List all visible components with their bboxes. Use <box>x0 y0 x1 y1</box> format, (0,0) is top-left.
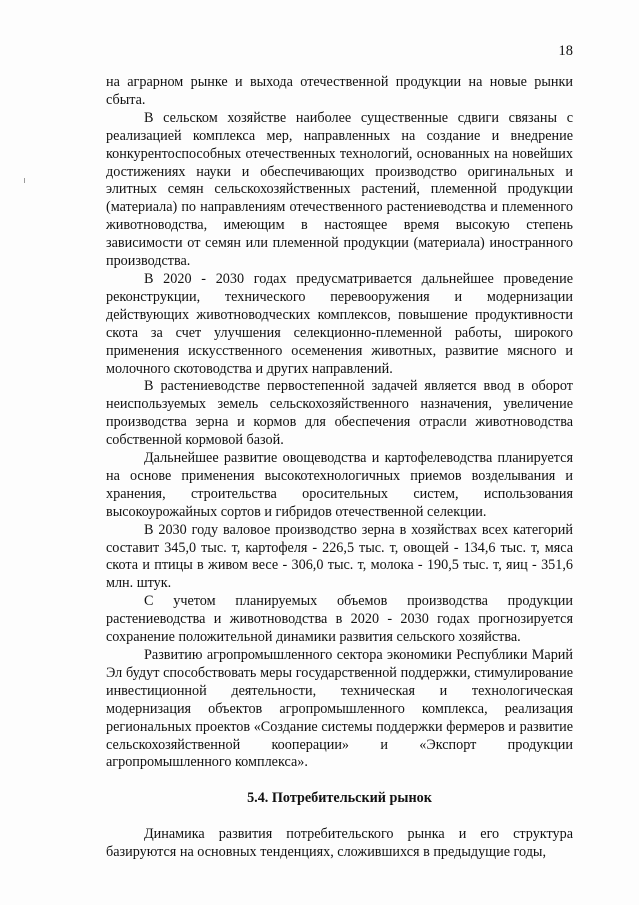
paragraph-livestock-modernization: В 2020 - 2030 годах предусматривается дальнейшее проведение реконструкции, технического перевооружения и модернизации действующих животноводческих комплексов, повышение продуктивности скота за счет улучшения селекционно-племенной работы, широкого применения искусственного осеменения животных, развитие мясного и молочного скотоводства и других направлений. <box>106 270 573 377</box>
paragraph-production-forecast-2030: В 2030 году валовое производство зерна в хозяйствах всех категорий составит 345,0 тыс. т, картофеля - 226,5 тыс. т, овощей - 134,6 тыс. т, мяса скота и птицы в живом весе - 306,0 тыс. т, молока - 190,5 тыс. т, яиц - 351,6 млн. штук. <box>106 521 573 592</box>
body-text <box>106 74 573 862</box>
paragraph-continuation: на аграрном рынке и выхода отечественной продукции на новые рынки сбыта. <box>106 74 573 108</box>
paragraph-vegetables-potatoes: Дальнейшее развитие овощеводства и картофелеводства планируется на основе применения высокотехнологичных приемов возделывания и хранения, строительства оросительных систем, использования высокоурожайных сортов и гибридов отечественной селекции. <box>106 450 573 520</box>
scan-artifact-mark <box>24 178 25 183</box>
paragraph-positive-dynamics: С учетом планируемых объемов производства продукции растениеводства и животноводства в 2020 - 2030 годах прогнозируется сохранение положительной динамики развития сельского хозяйства. <box>106 593 573 646</box>
paragraph-agriculture-shifts: В сельском хозяйстве наиболее существенные сдвиги связаны с реализацией комплекса мер, направленных на создание и внедрение конкурентоспособных отечественных технологий, основанных на новейших достижениях науки и обеспечивающих производство оригинальных и элитных семян сельскохозяйственных растений, племенной продукции (материала) по направлениям отечественного растениеводства и племенного животноводства, имеющим в настоящее время высокую степень зависимости от семян или племенной продукции (материала) иностранного производства. <box>106 109 573 270</box>
paragraph-crop-production: В растениеводстве первостепенной задачей является ввод в оборот неиспользуемых земель сельскохозяйственного назначения, увеличение производства зерна и кормов для обеспечения отрасли животноводства собственной кормовой базой. <box>106 378 573 449</box>
paragraph-state-support: Развитию агропромышленного сектора экономики Республики Марий Эл будут способствовать меры государственной поддержки, стимулирование инвестиционной деятельности, техническая и технологическая модернизация объектов агропромышленного комплекса, реализация региональных проектов «Создание системы поддержки фермеров и развитие сельскохозяйственной кооперации» и «Экспорт продукции агропромышленного комплекса». <box>106 647 573 771</box>
page-number: 18 <box>558 43 573 59</box>
section-heading-consumer-market: 5.4. Потребительский рынок <box>247 790 432 807</box>
paragraph-consumer-market-dynamics: Динамика развития потребительского рынка и его структура базируются на основных тенденциях, сложившихся в предыдущие годы, <box>106 826 573 861</box>
